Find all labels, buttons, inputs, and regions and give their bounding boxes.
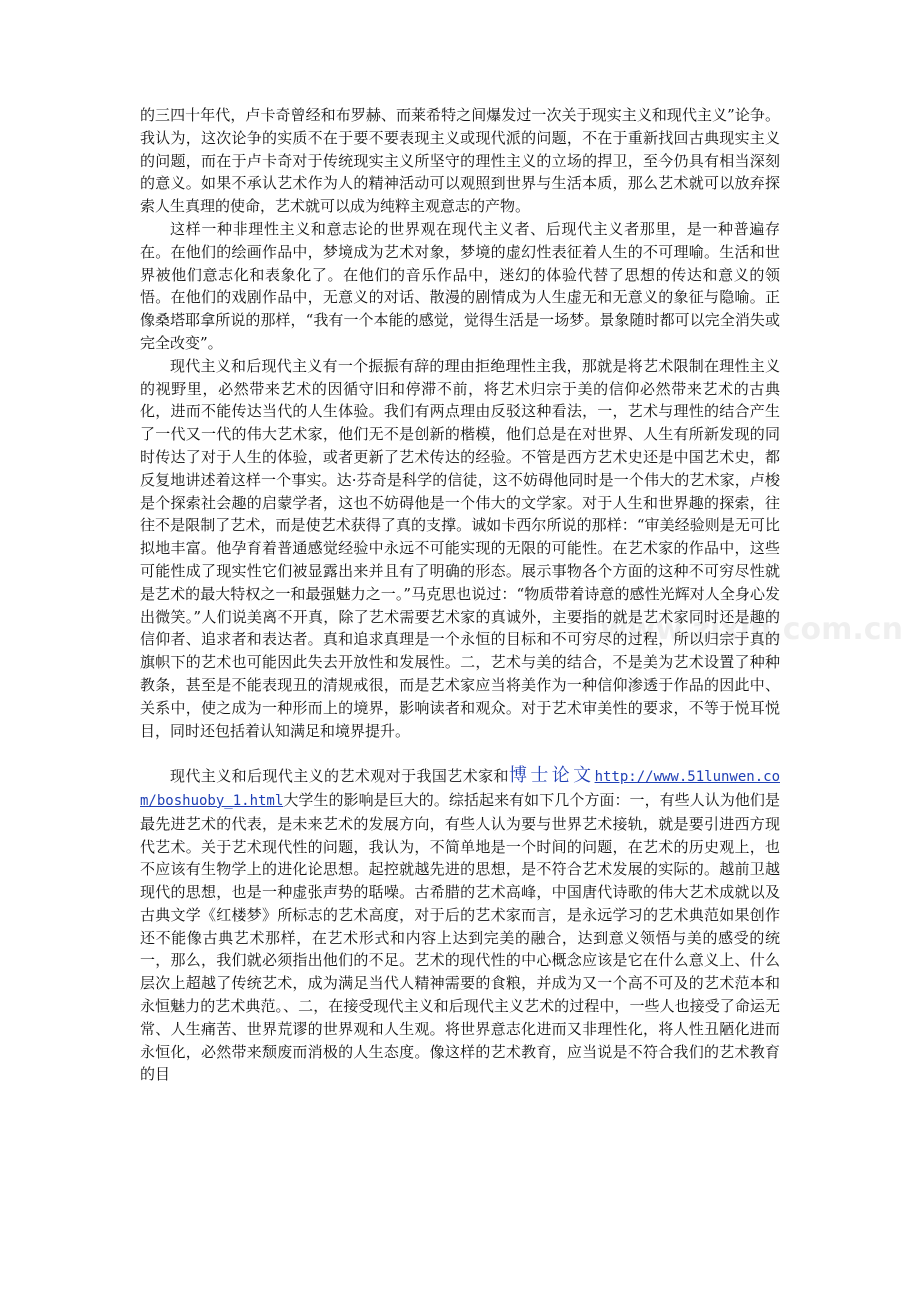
thesis-link-label[interactable]: 博士论文 [508, 765, 595, 787]
thesis-link-url[interactable]: http://www.51lunwen.com/boshuoby_1.html [140, 769, 780, 809]
paragraph-gap [140, 742, 780, 765]
paragraph-4 [140, 765, 780, 1107]
paragraph-4-lead: 现代主义和后现代主义的艺术观对于我国艺术家和 [170, 767, 509, 786]
paragraph-2: 这样一种非理性主义和意志论的世界观在现代主义者、后现代主义者那里，是一种普遍存在。在他们的绘画作品中，梦境成为艺术对象，梦境的虚幻性表征着人生的不可理喻。生活和世界被他们意志化和表象化了。在他们的音乐作品中，迷幻的体验代替了思想的传达和意义的领悟。在他们的戏剧作品中，无意义的对话、散漫的剧情成为人生虚无和无意义的象征与隐喻。正像桑塔耶拿所说的那样，“我有一个本能的感觉，觉得生活是一场梦。景象随时都可以完全消失或完全改变”。 [140, 219, 780, 352]
paragraph-3: 现代主义和后现代主义有一个振振有辞的理由拒绝理性主我，那就是将艺术限制在理性主义的视野里，必然带来艺术的因循守旧和停滞不前，将艺术归宗于美的信仰必然带来艺术的古典化，进而不能传达当代的人生体验。我们有两点理由反驳这种看法，一，艺术与理性的结合产生了一代又一代的伟大艺术家，他们无不是创新的楷模，他们总是在对世界、人生有所新发现的同时传达了对于人生的体验，或者更新了艺术传达的经验。不管是西方艺术史还是中国艺术史，都反复地讲述着这样一个事实。达·芬奇是科学的信徒，这不妨碍他同时是一个伟大的艺术家，卢梭是个探索社会趣的启蒙学者，这也不妨碍他是一个伟大的文学家。对于人生和世界趣的探索，往往不是限制了艺术，而是使艺术获得了真的支撑。诚如卡西尔所说的那样：“审美经验则是无可比拟地丰富。他孕育着普通感觉经验中永远不可能实现的无限的可能性。在艺术家的作品中，这些可能性成了现实性它们被显露出来并且有了明确的形态。展示事物各个方面的这种不可穷尽性就是艺术的最大特权之一和最强魅力之一。”马克思也说过：“物质带着诗意的感性光辉对人全身心发出微笑。”人们说美离不开真，除了艺术需要艺术家的真诚外，主要指的就是艺术家同时还是趣的信仰者、追求者和表达者。真和追求真理是一个永恒的目标和不可穷尽的过程，所以归宗于真的旗帜下的艺术也可能因此失去开放性和发展性。二，艺术与美的结合，不是美为艺术设置了种种教条，甚至是不能表现丑的清规戒很，而是艺术家应当将美作为一种信仰渗透于作品的因此中、关系中，使之成为一种形而上的境界，影响读者和观众。对于艺术审美性的要求，不等于悦耳悦目，同时还包括着认知满足和境界提升。 [140, 356, 780, 740]
site-watermark: www.zixin.com.cn [600, 612, 903, 647]
paragraph-1: 的三四十年代，卢卡奇曾经和布罗赫、而莱希特之间爆发过一次关于现实主义和现代主义”论争。我认为，这次论争的实质不在于要不要表现主义或现代派的问题，不在于重新找回古典现实主义的问题，而在于卢卡奇对于传统现实主义所坚守的理性主义的立场的捍卫，至今仍具有相当深刻的意义。如果不承认艺术作为人的精神活动可以观照到世界与生活本质，那么艺术就可以放弃探索人生真理的使命，艺术就可以成为纯粹主观意志的产物。 [140, 106, 780, 216]
document-body [140, 104, 780, 1107]
paragraph-4-body: 大学生的影响是巨大的。综括起来有如下几个方面：一，有些人认为他们是最先进艺术的代表，是未来艺术的发展方向，有些人认为要与世界艺术接轨，就是要引进西方现代艺术。关于艺术现代性的问题，我认为，不简单地是一个时间的问题，在艺术的历史观上，也不应该有生物学上的进化论思想。起控就越先进的思想，是不符合艺术发展的实际的。越前卫越现代的思想，也是一种虚张声势的聒噪。古希腊的艺术高峰，中国唐代诗歌的伟大艺术成就以及古典文学《红楼梦》所标志的艺术高度，对于后的艺术家而言，是永远学习的艺术典范如果创作还不能像古典艺术那样，在艺术形式和内容上达到完美的融合，达到意义领悟与美的感受的统一，那么，我们就必须指出他们的不足。艺术的现代性的中心概念应该是它在什么意义上、什么层次上超越了传统艺术，成为满足当代人精神需要的食粮，并成为又一个高不可及的艺术范本和永恒魅力的艺术典范。、二，在接受现代主义和后现代主义艺术的过程中，一些人也接受了命运无常、人生痛苦、世界荒谬的世界观和人生观。将世界意志化进而又非理性化，将人性丑陋化进而永恒化，必然带来颓废而消极的人生态度。像这样的艺术教育，应当说是不符合我们的艺术教育的目 [140, 790, 780, 1084]
